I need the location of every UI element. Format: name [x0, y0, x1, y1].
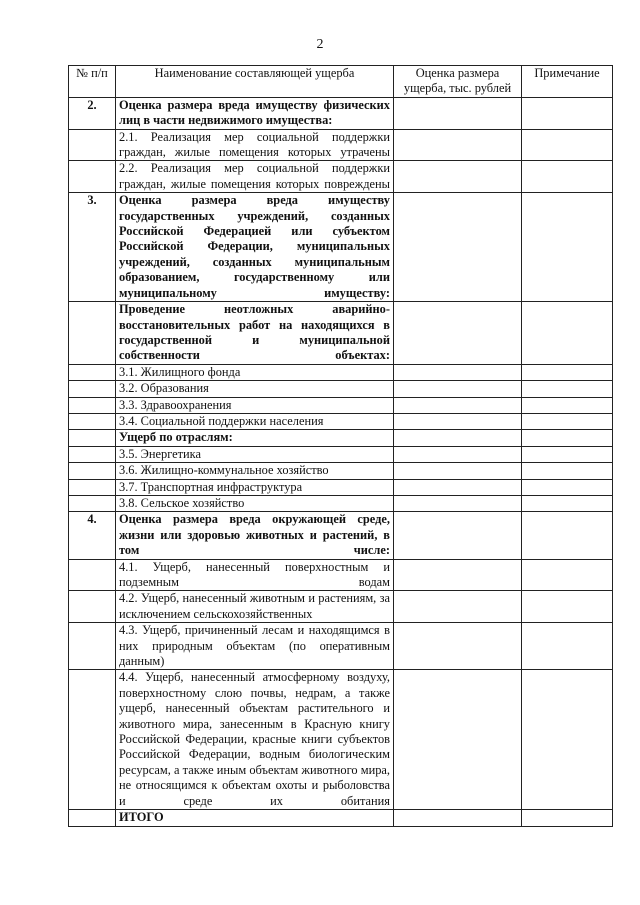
damage-component-name: 3.6. Жилищно-коммунальное хозяйство	[116, 463, 394, 479]
estimate-cell	[394, 623, 522, 670]
note-cell	[522, 97, 613, 129]
note-cell	[522, 161, 613, 193]
table-row	[69, 381, 613, 397]
row-number: 3.	[69, 193, 116, 302]
damage-component-name: Ущерб по отраслям:	[116, 430, 394, 446]
estimate-cell	[394, 430, 522, 446]
note-cell	[522, 495, 613, 511]
estimate-cell	[394, 193, 522, 302]
note-cell	[522, 810, 613, 826]
damage-component-name: Проведение неотложных аварийно-восстановительных работ на находящихся в государственной и муниципальной собственности объектах:	[116, 302, 394, 365]
row-number	[69, 430, 116, 446]
table-body	[69, 97, 613, 826]
table-row	[69, 364, 613, 380]
estimate-cell	[394, 129, 522, 161]
row-number	[69, 302, 116, 365]
table-row	[69, 463, 613, 479]
table-row	[69, 430, 613, 446]
table-row	[69, 129, 613, 161]
header-note: Примечание	[522, 66, 613, 98]
header-num: № п/п	[69, 66, 116, 98]
estimate-cell	[394, 479, 522, 495]
table-row	[69, 670, 613, 810]
damage-component-name: 4.2. Ущерб, нанесенный животным и растениям, за исключением сельскохозяйственных	[116, 591, 394, 623]
damage-component-name: 4.1. Ущерб, нанесенный поверхностным и подземным водам	[116, 559, 394, 591]
note-cell	[522, 446, 613, 462]
table-row	[69, 479, 613, 495]
damage-component-name: 4.3. Ущерб, причиненный лесам и находящимся в них природным объектам (по оперативным данным)	[116, 623, 394, 670]
note-cell	[522, 512, 613, 559]
table-row	[69, 97, 613, 129]
estimate-cell	[394, 364, 522, 380]
row-number	[69, 810, 116, 826]
header-name: Наименование составляющей ущерба	[116, 66, 394, 98]
note-cell	[522, 397, 613, 413]
row-number	[69, 670, 116, 810]
estimate-cell	[394, 810, 522, 826]
table-row	[69, 193, 613, 302]
row-number	[69, 381, 116, 397]
table-row	[69, 559, 613, 591]
note-cell	[522, 670, 613, 810]
table-row	[69, 302, 613, 365]
estimate-cell	[394, 512, 522, 559]
note-cell	[522, 623, 613, 670]
row-number	[69, 446, 116, 462]
damage-component-name: 3.7. Транспортная инфраструктура	[116, 479, 394, 495]
damage-component-name: 2.2. Реализация мер социальной поддержки граждан, жилые помещения которых повреждены	[116, 161, 394, 193]
estimate-cell	[394, 413, 522, 429]
estimate-cell	[394, 495, 522, 511]
table-row	[69, 495, 613, 511]
table-header-row	[69, 66, 613, 98]
row-number	[69, 623, 116, 670]
page-number: 2	[316, 37, 324, 52]
table-row	[69, 810, 613, 826]
damage-component-name: 3.5. Энергетика	[116, 446, 394, 462]
estimate-cell	[394, 302, 522, 365]
estimate-cell	[394, 446, 522, 462]
damage-component-name: ИТОГО	[116, 810, 394, 826]
row-number	[69, 413, 116, 429]
table-row	[69, 512, 613, 559]
row-number	[69, 161, 116, 193]
table-row	[69, 623, 613, 670]
table-row	[69, 591, 613, 623]
note-cell	[522, 591, 613, 623]
note-cell	[522, 129, 613, 161]
row-number	[69, 495, 116, 511]
damage-component-name: 2.1. Реализация мер социальной поддержки граждан, жилые помещения которых утрачены	[116, 129, 394, 161]
note-cell	[522, 302, 613, 365]
damage-component-name: 3.2. Образования	[116, 381, 394, 397]
estimate-cell	[394, 591, 522, 623]
estimate-cell	[394, 161, 522, 193]
damage-component-name: 4.4. Ущерб, нанесенный атмосферному воздуху, поверхностному слою почвы, недрам, а также ущерб, нанесенный объектам растительного и животного мира, занесенным в Красную книгу Российской Федерации, красные книги субъектов Российской Федерации, водным биологическим ресурсам, а также иным объектам животного мира, не относящимся к объектам охоты и рыболовства и среде их обитания	[116, 670, 394, 810]
table-row	[69, 446, 613, 462]
table-row	[69, 161, 613, 193]
row-number	[69, 591, 116, 623]
damage-component-name: Оценка размера вреда окружающей среде, жизни или здоровью животных и растений, в том числе:	[116, 512, 394, 559]
table-row	[69, 397, 613, 413]
note-cell	[522, 559, 613, 591]
row-number: 2.	[69, 97, 116, 129]
note-cell	[522, 381, 613, 397]
note-cell	[522, 193, 613, 302]
damage-component-name: 3.4. Социальной поддержки населения	[116, 413, 394, 429]
table-row	[69, 413, 613, 429]
damage-component-name: 3.3. Здравоохранения	[116, 397, 394, 413]
row-number	[69, 129, 116, 161]
row-number	[69, 364, 116, 380]
damage-component-name: Оценка размера вреда имуществу физических лиц в части недвижимого имущества:	[116, 97, 394, 129]
note-cell	[522, 479, 613, 495]
row-number	[69, 559, 116, 591]
estimate-cell	[394, 97, 522, 129]
damage-component-name: 3.1. Жилищного фонда	[116, 364, 394, 380]
note-cell	[522, 364, 613, 380]
note-cell	[522, 430, 613, 446]
estimate-cell	[394, 397, 522, 413]
estimate-cell	[394, 670, 522, 810]
row-number	[69, 479, 116, 495]
row-number: 4.	[69, 512, 116, 559]
damage-assessment-table	[68, 65, 613, 827]
note-cell	[522, 413, 613, 429]
row-number	[69, 463, 116, 479]
estimate-cell	[394, 463, 522, 479]
header-estimate: Оценка размера ущерба, тыс. рублей	[394, 66, 522, 98]
note-cell	[522, 463, 613, 479]
estimate-cell	[394, 559, 522, 591]
damage-component-name: 3.8. Сельское хозяйство	[116, 495, 394, 511]
row-number	[69, 397, 116, 413]
estimate-cell	[394, 381, 522, 397]
damage-component-name: Оценка размера вреда имуществу государственных учреждений, созданных Российской Федерацией или субъектом Российской Федерации, муниципальных учреждений, созданных муниципальным образованием, государственному или муниципальному имуществу:	[116, 193, 394, 302]
